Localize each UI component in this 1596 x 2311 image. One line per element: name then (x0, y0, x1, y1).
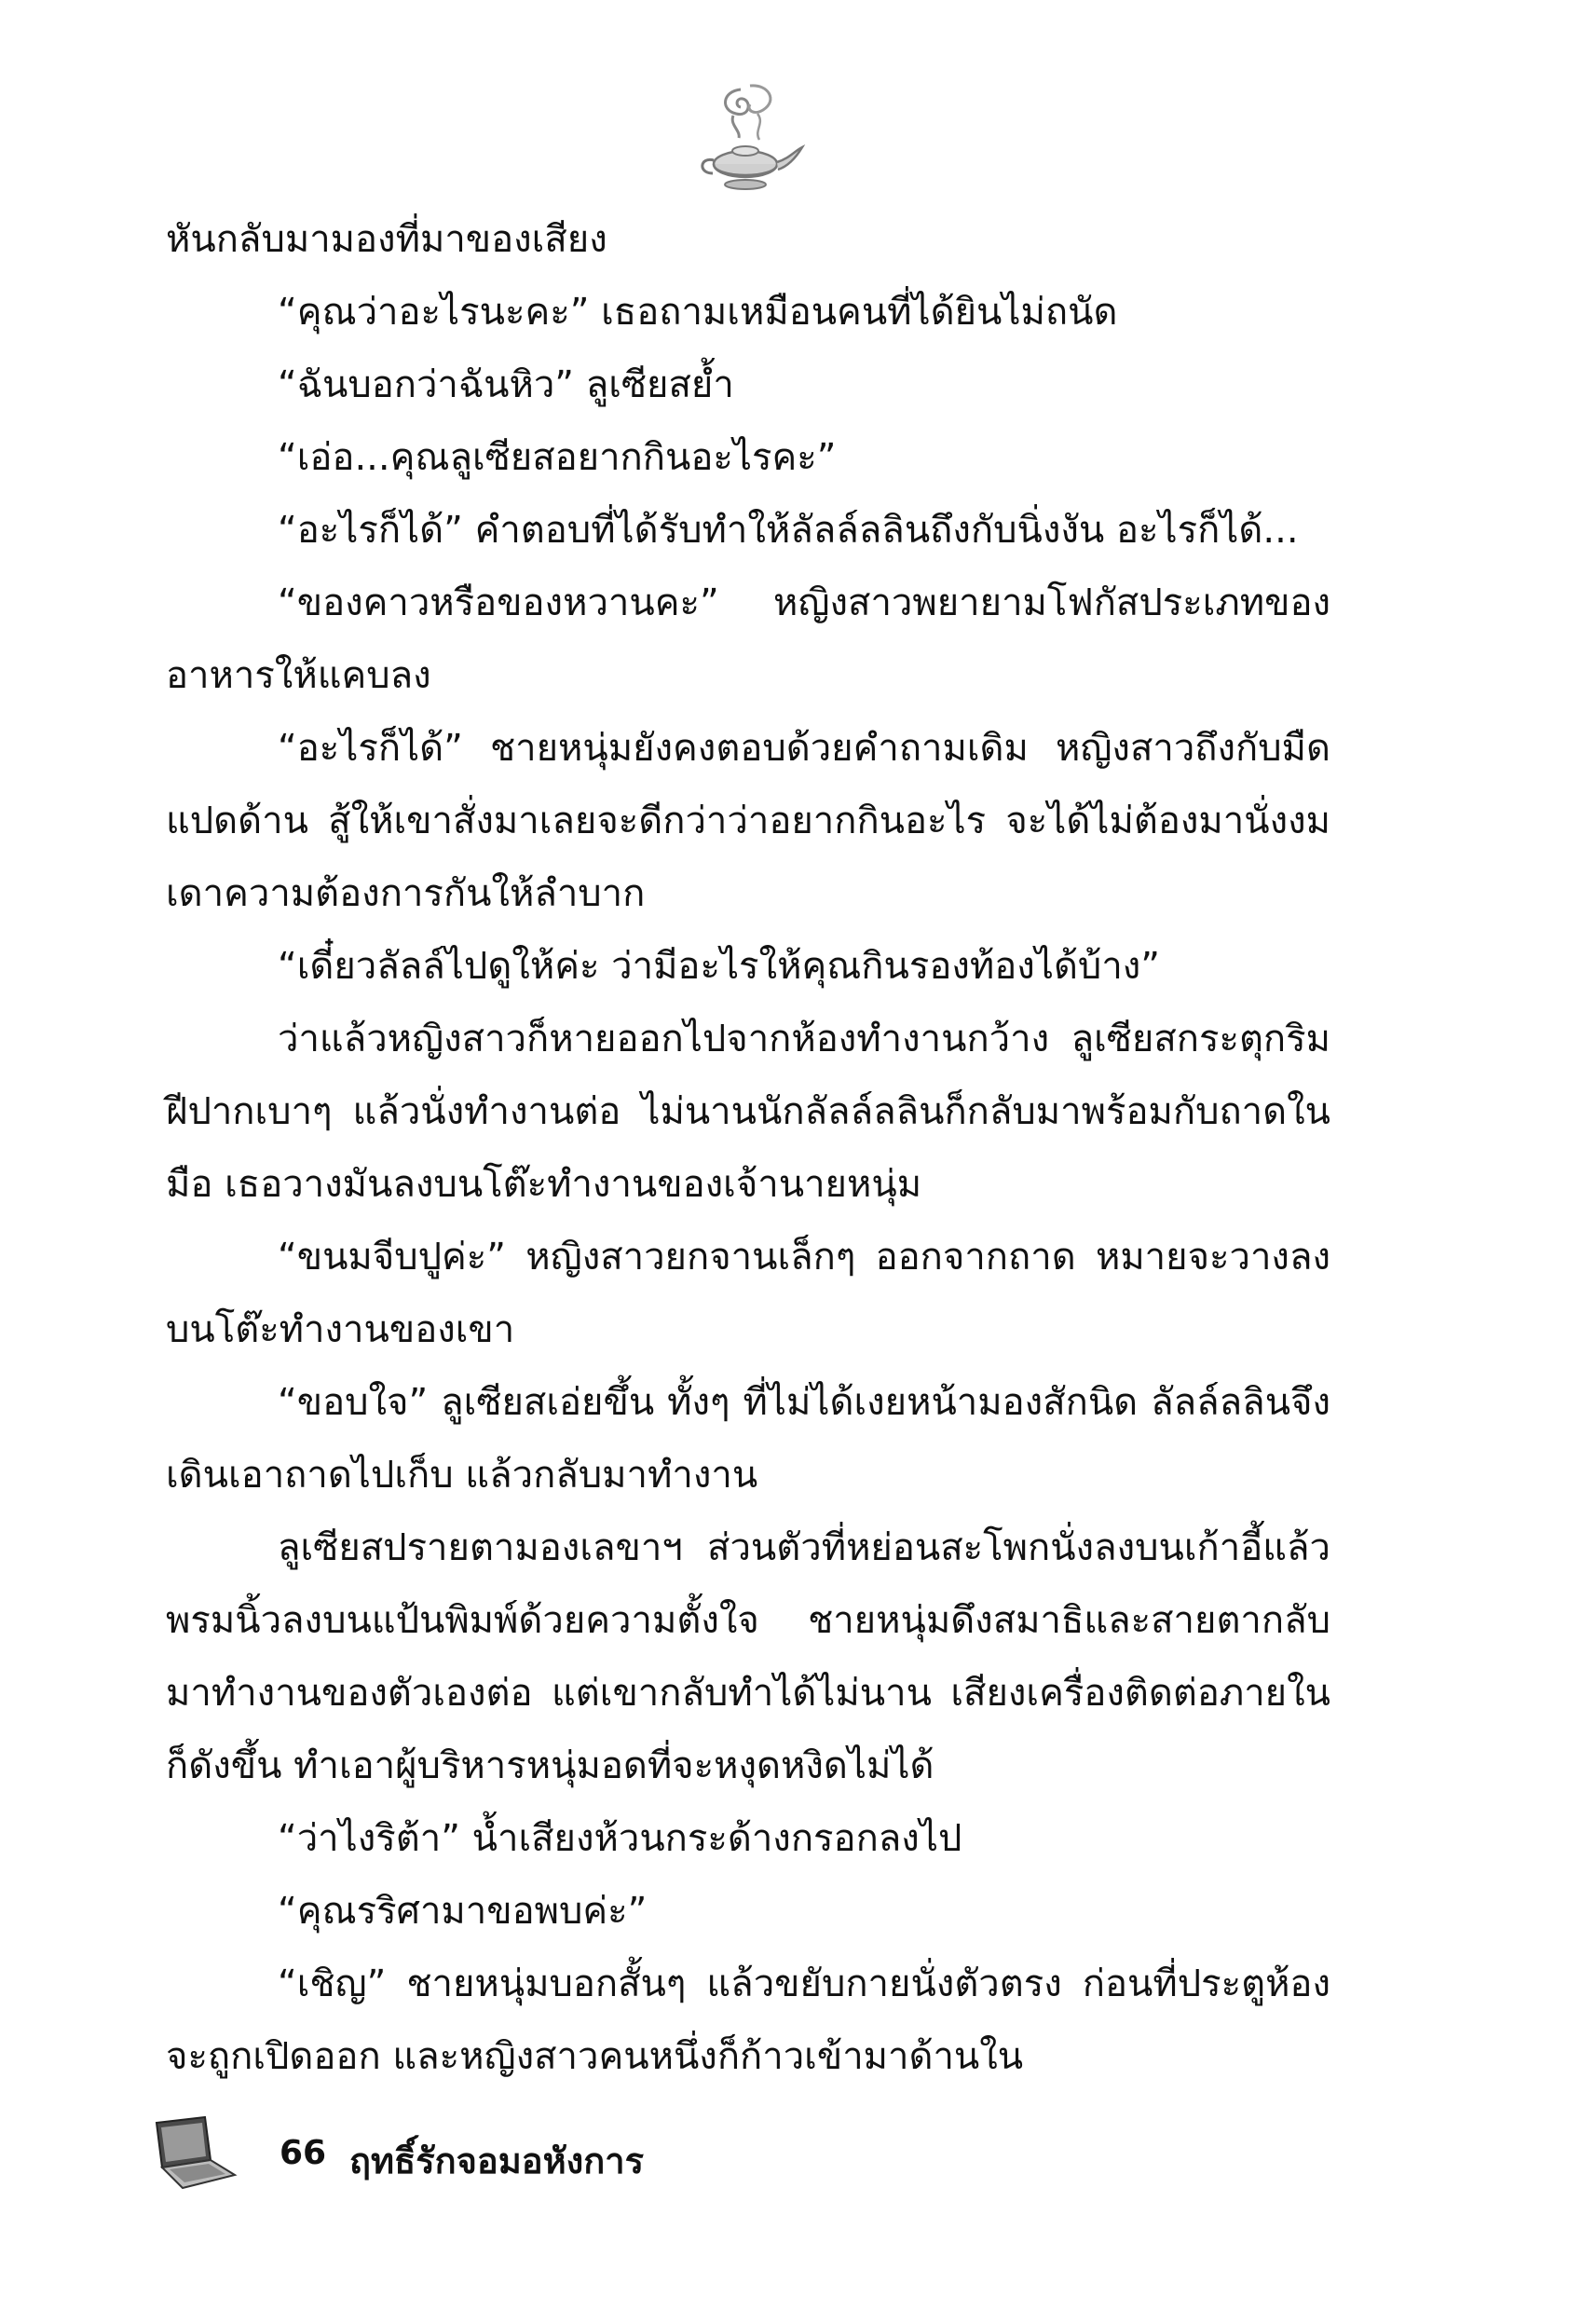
paragraph: “เดี๋ยวลัลล์ไปดูให้ค่ะ ว่ามีอะไรให้คุณกินรองท้องได้บ้าง” (278, 945, 1161, 988)
paragraph: “เอ่อ...คุณลูเซียสอยากกินอะไรคะ” (278, 436, 837, 479)
paragraph: หันกลับมามองที่มาของเสียง (166, 218, 607, 261)
paragraph: “เชิญ” ชายหนุ่มบอกสั้นๆ แล้วขยับกายนั่งตัวตรง ก่อนที่ประตูห้องจะถูกเปิดออก และหญิงสาวคนหนึ่งก็ก้าวเข้ามาด้านใน (166, 1962, 1330, 2078)
paragraph: “คุณว่าอะไรนะคะ” เธอถามเหมือนคนที่ได้ยินไม่ถนัด (278, 291, 1118, 334)
paragraph: “ฉันบอกว่าฉันหิว” ลูเซียสย้ำ (278, 363, 734, 406)
paragraph: “อะไรก็ได้” ชายหนุ่มยังคงตอบด้วยคำถามเดิม หญิงสาวถึงกับมืดแปดด้าน สู้ให้เขาสั่งมาเลยจะดีกว่าว่าอยากกินอะไร จะได้ไม่ต้องมานั่งงม เดาความต้องการกันให้ลำบาก (166, 727, 1330, 915)
paragraph: ลูเซียสปรายตามองเลขาฯ ส่วนตัวที่หย่อนสะโพกนั่งลงบนเก้าอี้แล้วพรมนิ้วลงบนแป้นพิมพ์ด้วยความตั้งใจ ชายหนุ่มดึงสมาธิและสายตากลับมาทำงานของตัวเองต่อ แต่เขากลับทำได้ไม่นาน เสียงเครื่องติดต่อภายในก็ดังขึ้น ทำเอาผู้บริหารหนุ่มอดที่จะหงุดหงิดไม่ได้ (166, 1526, 1330, 1787)
paragraph: “ว่าไงริต้า” น้ำเสียงห้วนกระด้างกรอกลงไป (278, 1817, 962, 1860)
paragraph: “คุณรริศามาขอพบค่ะ” (278, 1890, 648, 1933)
teapot-ornament-icon (685, 82, 806, 194)
paragraph: “ของคาวหรือของหวานคะ” หญิงสาวพยายามโฟกัสประเภทของอาหารให้แคบลง (166, 581, 1330, 697)
paragraph: “ขนมจีบปูค่ะ” หญิงสาวยกจานเล็กๆ ออกจากถาด หมายจะวางลงบนโต๊ะทำงานของเขา (166, 1236, 1330, 1351)
paragraph: ว่าแล้วหญิงสาวก็หายออกไปจากห้องทำงานกว้าง ลูเซียสกระตุกริมฝีปากเบาๆ แล้วนั่งทำงานต่อ ไม่นานนักลัลล์ลลินก็กลับมาพร้อมกับถาดในมือ เธอวางมันลงบนโต๊ะทำงานของเจ้านายหนุ่ม (166, 1018, 1330, 1206)
page-number: 66 (280, 2134, 327, 2172)
paragraph: “ขอบใจ” ลูเซียสเอ่ยขึ้น ทั้งๆ ที่ไม่ได้เงยหน้ามองสักนิด ลัลล์ลลินจึงเดินเอาถาดไปเก็บ แล้วกลับมาทำงาน (166, 1381, 1330, 1497)
book-title: ฤทธิ์รักจอมอหังการ (349, 2140, 644, 2181)
page-footer (149, 2113, 988, 2197)
paragraph: “อะไรก็ได้” คำตอบที่ได้รับทำให้ลัลล์ลลินถึงกับนิ่งงัน อะไรก็ได้... (278, 509, 1299, 552)
body-text (166, 203, 1330, 2093)
laptop-icon (149, 2113, 238, 2193)
